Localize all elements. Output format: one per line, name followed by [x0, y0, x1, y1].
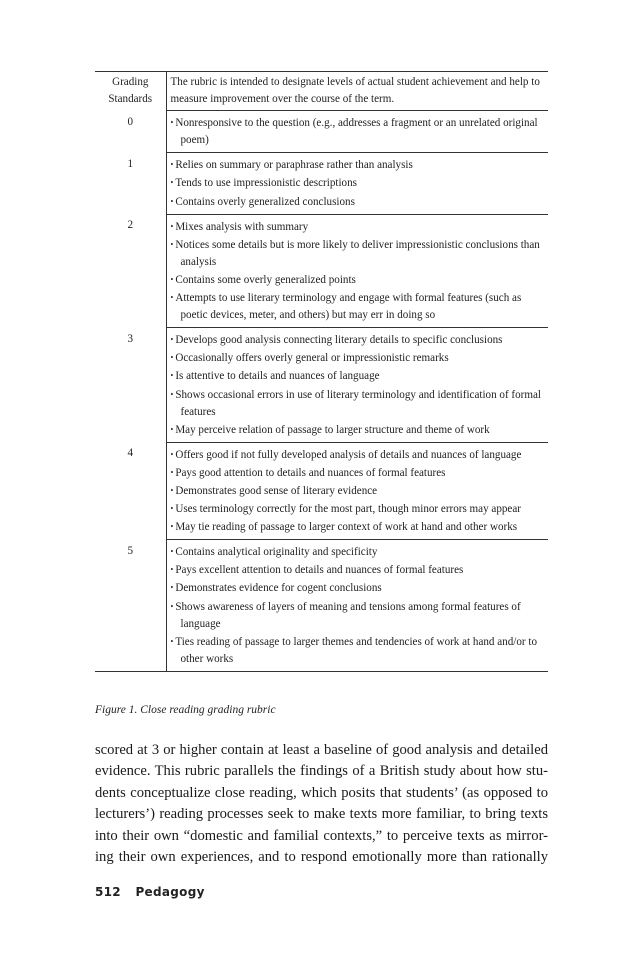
rubric-criterion: • Pays excellent attention to details and nuances of formal features: [171, 561, 546, 579]
body-line: lecturers’) reading processes seek to make texts more familiar, to bring texts: [95, 806, 548, 823]
rubric-criterion: • Notices some details but is more likely to deliver impressionistic conclusions than analysis: [171, 236, 546, 271]
rubric-criterion: • Is attentive to details and nuances of language: [171, 367, 546, 385]
body-line: scored at 3 or higher contain at least a baseline of good analysis and detailed: [95, 742, 548, 758]
page-footer: [95, 885, 205, 899]
header-standards-label: Standards: [108, 93, 153, 106]
rubric-criterion: • Occasionally offers overly general or impressionistic remarks: [171, 349, 546, 367]
grading-rubric-table: [95, 71, 548, 672]
rubric-header-row: [95, 72, 548, 111]
rubric-row: [95, 214, 548, 328]
rubric-grade: 2: [95, 214, 166, 328]
rubric-criterion: • Shows awareness of layers of meaning and tensions among formal features of language: [171, 598, 546, 633]
rubric-grade: 1: [95, 153, 166, 214]
rubric-criterion: • May perceive relation of passage to larger structure and theme of work: [171, 421, 546, 439]
rubric-criterion: • Ties reading of passage to larger themes and tendencies of work at hand and/or to other works: [171, 633, 546, 668]
rubric-description: [166, 540, 548, 672]
body-line: ing their own experiences, and to respond emotionally more than rationally: [95, 849, 548, 866]
rubric-grade: 4: [95, 442, 166, 539]
rubric-criterion: • Uses terminology correctly for the most part, though minor errors may appear: [171, 500, 546, 518]
figure-caption: Figure 1. Close reading grading rubric: [95, 704, 276, 716]
rubric-row: [95, 442, 548, 539]
rubric-criterion: • Demonstrates good sense of literary evidence: [171, 482, 546, 500]
rubric-criterion: • May tie reading of passage to larger context of work at hand and other works: [171, 518, 546, 536]
rubric-grade: 3: [95, 328, 166, 443]
rubric-description: [166, 328, 548, 443]
rubric-criterion: • Develops good analysis connecting literary details to specific conclusions: [171, 331, 546, 349]
rubric-criterion: • Pays good attention to details and nuances of formal features: [171, 464, 546, 482]
page-number: 512: [95, 885, 121, 899]
rubric-criterion: • Demonstrates evidence for cogent conclusions: [171, 579, 546, 597]
body-line: evidence. This rubric parallels the findings of a British study about how stu-: [95, 763, 548, 780]
rubric-row: [95, 328, 548, 443]
rubric-grade: 0: [95, 111, 166, 153]
rubric-header-grade: [95, 72, 166, 111]
body-line: dents conceptualize close reading, which posits that students’ (as opposed to: [95, 784, 548, 801]
rubric-row: [95, 111, 548, 153]
rubric-criterion: • Contains analytical originality and specificity: [171, 543, 546, 561]
rubric-criterion: • Contains overly generalized conclusions: [171, 193, 546, 211]
rubric-description: [166, 442, 548, 539]
rubric-header-description: The rubric is intended to designate levels of actual student achievement and help to measure improvement over the course of the term.: [166, 72, 548, 111]
rubric-description: [166, 214, 548, 328]
rubric-criterion: • Tends to use impressionistic descriptions: [171, 174, 546, 192]
rubric-criterion: • Relies on summary or paraphrase rather than analysis: [171, 156, 546, 174]
rubric-criterion: • Contains some overly generalized points: [171, 271, 546, 289]
rubric-criterion: • Attempts to use literary terminology and engage with formal features (such as poetic devices, meter, and others) but may err in doing so: [171, 289, 546, 324]
rubric-row: [95, 540, 548, 672]
body-line: into their own “domestic and familial contexts,” to perceive texts as mirror-: [95, 827, 548, 844]
rubric-criterion: • Shows occasional errors in use of literary terminology and identification of formal features: [171, 386, 546, 421]
rubric-description: [166, 153, 548, 214]
rubric-criterion: • Offers good if not fully developed analysis of details and nuances of language: [171, 446, 546, 464]
section-title: Pedagogy: [135, 885, 205, 899]
body-paragraph: [95, 740, 548, 868]
rubric-description: [166, 111, 548, 153]
rubric-criterion: • Nonresponsive to the question (e.g., addresses a fragment or an unrelated original poem): [171, 114, 546, 149]
rubric-criterion: • Mixes analysis with summary: [171, 218, 546, 236]
header-grading-label: Grading: [112, 76, 149, 88]
rubric-row: [95, 153, 548, 214]
rubric-grade: 5: [95, 540, 166, 672]
